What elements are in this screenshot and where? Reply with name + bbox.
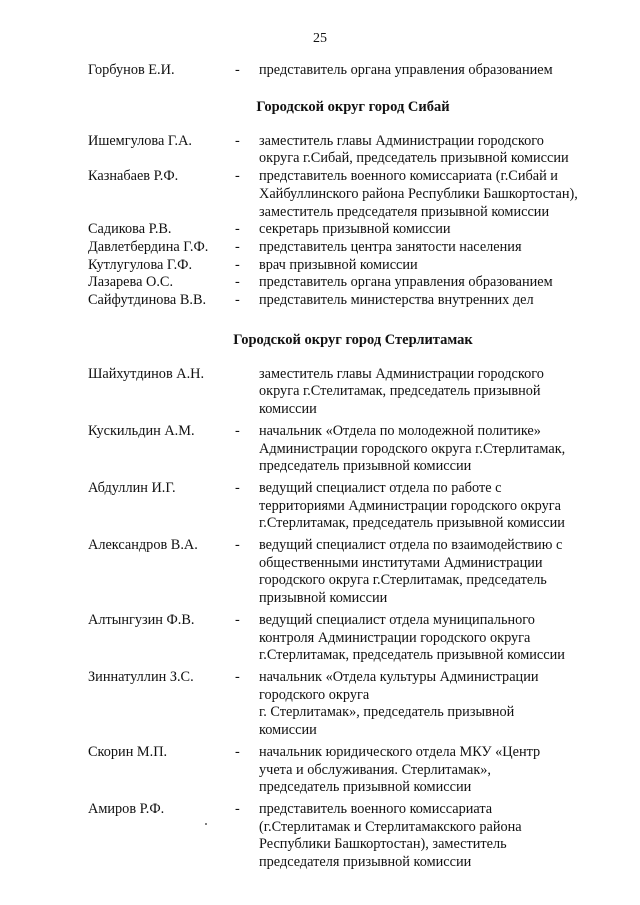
list-item (88, 239, 618, 257)
separator-dash: - (235, 292, 240, 309)
member-name: Давлетбердина Г.Ф. (88, 238, 209, 255)
scan-speck (205, 823, 207, 825)
separator-dash: - (235, 221, 240, 238)
member-name: Шайхутдинов А.Н. (88, 365, 205, 382)
sibay-member-list (88, 133, 618, 310)
member-name: Кутлугулова Г.Ф. (88, 256, 193, 273)
page-number: 25 (313, 31, 327, 46)
member-role: начальник «Отдела культуры Администрации городского округа г. Стерлитамак», председатель призывной комиссии (259, 668, 539, 739)
separator-dash: - (235, 668, 240, 685)
separator-dash: - (235, 132, 240, 149)
list-item (88, 744, 618, 797)
separator-dash: - (235, 168, 240, 185)
separator-dash: - (235, 238, 240, 255)
member-role: секретарь призывной комиссии (259, 221, 451, 238)
member-role: начальник юридического отдела МКУ «Центр учета и обслуживания. Стерлитамак», председатель призывной комиссии (259, 743, 541, 796)
member-role: заместитель главы Администрации городского округа г.Стелитамак, председатель призывной комиссии (259, 365, 544, 418)
list-item (88, 257, 618, 275)
member-name: Алтынгузин Ф.В. (88, 611, 195, 628)
separator-dash: - (235, 274, 240, 291)
separator-dash (235, 366, 259, 419)
member-role: врач призывной комиссии (259, 256, 418, 273)
member-role: представитель органа управления образованием (259, 274, 553, 291)
list-item (88, 62, 618, 80)
member-role: заместитель главы Администрации городского округа г.Сибай, председатель призывной комиссии (259, 132, 569, 167)
list-item (88, 423, 618, 476)
member-role: представитель органа управления образованием (259, 62, 553, 78)
separator-dash: - (235, 479, 240, 496)
document-content (88, 62, 618, 872)
section-heading-sibay: Городской округ город Сибай (256, 98, 450, 115)
list-item (88, 274, 618, 292)
section-heading-sterlitamak: Городской округ город Стерлитамак (233, 331, 473, 348)
member-name: Амиров Р.Ф. (88, 800, 165, 817)
list-item (88, 366, 618, 419)
member-name: Горбунов Е.И. (88, 62, 175, 78)
member-name: Абдуллин И.Г. (88, 479, 176, 496)
list-item (88, 168, 618, 221)
member-name: Зиннатуллин З.С. (88, 668, 194, 685)
member-name: Сайфутдинова В.В. (88, 292, 207, 309)
member-name: Лазарева О.С. (88, 274, 174, 291)
list-item (88, 292, 618, 310)
separator-dash: - (235, 611, 240, 628)
list-item (88, 669, 618, 740)
list-item (88, 480, 618, 533)
member-name: Кускильдин А.М. (88, 422, 195, 439)
list-item (88, 537, 618, 608)
list-item (88, 133, 618, 168)
member-role: представитель центра занятости населения (259, 238, 522, 255)
member-role: представитель военного комиссариата (г.Сибай и Хайбуллинского района Республики Башкортостан), заместитель председателя призывной комиссии (259, 168, 578, 220)
member-name: Садикова Р.В. (88, 221, 172, 238)
member-role: начальник «Отдела по молодежной политике» Администрации городского округа г.Стерлитамак, председатель призывной комиссии (259, 422, 566, 475)
separator-dash: - (235, 537, 240, 554)
separator-dash: - (235, 743, 240, 760)
member-role: ведущий специалист отдела муниципального контроля Администрации городского округа г.Стерлитамак, председатель призывной комиссии (259, 611, 565, 664)
separator-dash: - (235, 800, 240, 817)
member-name: Скорин М.П. (88, 743, 168, 760)
sterlitamak-member-list (88, 366, 618, 872)
member-role: представитель военного комиссариата (г.Стерлитамак и Стерлитамакского района Республики Башкортостан), заместитель председателя призывной комиссии (259, 800, 522, 871)
list-item (88, 221, 618, 239)
list-item (88, 612, 618, 665)
member-role: представитель министерства внутренних дел (259, 292, 534, 309)
separator-dash: - (235, 62, 240, 78)
list-item (88, 801, 618, 872)
member-role: ведущий специалист отдела по работе с территориями Администрации городского округа г.Стерлитамак, председатель призывной комиссии (259, 479, 565, 532)
separator-dash: - (235, 422, 240, 439)
member-name: Казнабаев Р.Ф. (88, 168, 179, 185)
separator-dash: - (235, 256, 240, 273)
member-role: ведущий специалист отдела по взаимодействию с общественными институтами Администрации городского округа г.Стерлитамак, председатель призывной комиссии (259, 537, 563, 607)
member-name: Ишемгулова Г.А. (88, 132, 193, 149)
member-name: Александров В.А. (88, 537, 198, 554)
